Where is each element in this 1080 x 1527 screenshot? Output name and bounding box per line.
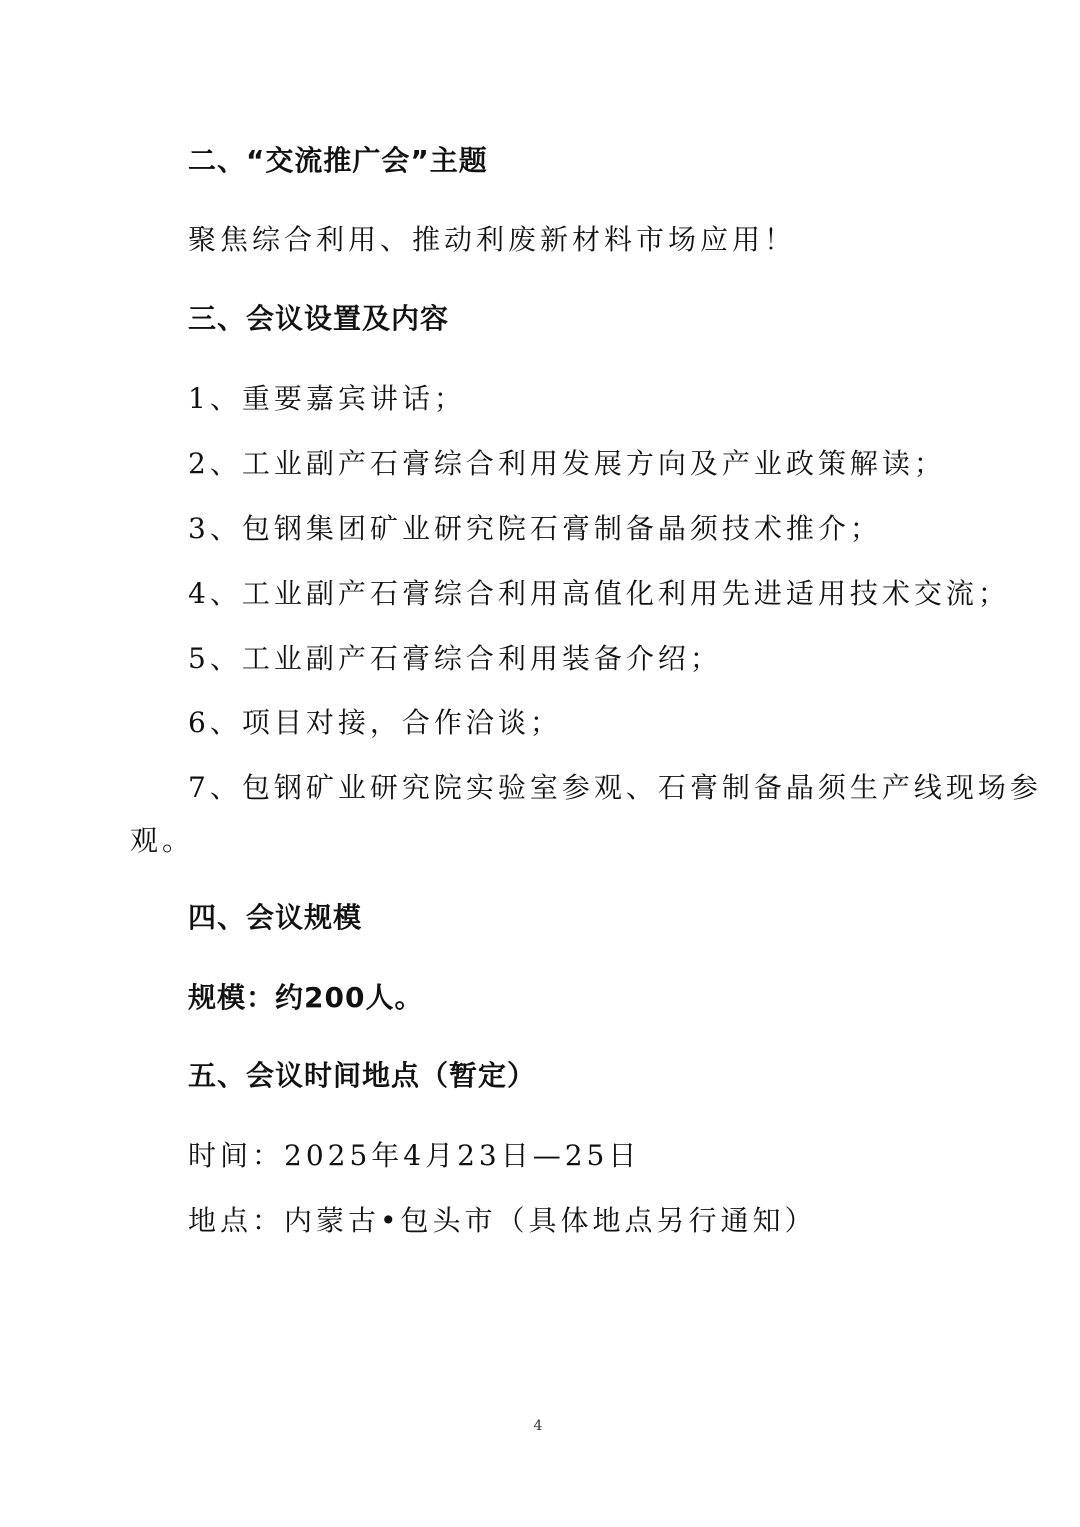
scale-text: 规模：约200人。 xyxy=(188,981,424,1014)
section-heading-content: 三、会议设置及内容 xyxy=(188,302,450,335)
theme-text: 聚焦综合利用、推动利废新材料市场应用！ xyxy=(188,223,797,256)
content-item-4: 4、工业副产石膏综合利用高值化利用先进适用技术交流； xyxy=(188,577,1010,610)
page-number: 4 xyxy=(533,1418,543,1434)
content-item-3: 3、包钢集团矿业研究院石膏制备晶须技术推介； xyxy=(188,512,882,545)
content-item-6: 6、项目对接，合作洽谈； xyxy=(188,706,562,739)
place-text: 地点：内蒙古•包头市（具体地点另行通知） xyxy=(188,1204,817,1237)
content-item-7-line1: 7、包钢矿业研究院实验室参观、石膏制备晶须生产线现场参 xyxy=(188,771,1042,804)
content-item-5: 5、工业副产石膏综合利用装备介绍； xyxy=(188,642,722,675)
content-item-1: 1、重要嘉宾讲话； xyxy=(188,382,466,415)
content-item-7-line2: 观。 xyxy=(130,824,195,857)
section-heading-time-place: 五、会议时间地点（暂定） xyxy=(188,1059,537,1092)
section-heading-theme: 二、“交流推广会”主题 xyxy=(188,144,488,177)
content-item-2: 2、工业副产石膏综合利用发展方向及产业政策解读； xyxy=(188,447,946,480)
section-heading-scale: 四、会议规模 xyxy=(188,901,363,934)
time-text: 时间：2025年4月23日—25日 xyxy=(188,1139,641,1172)
